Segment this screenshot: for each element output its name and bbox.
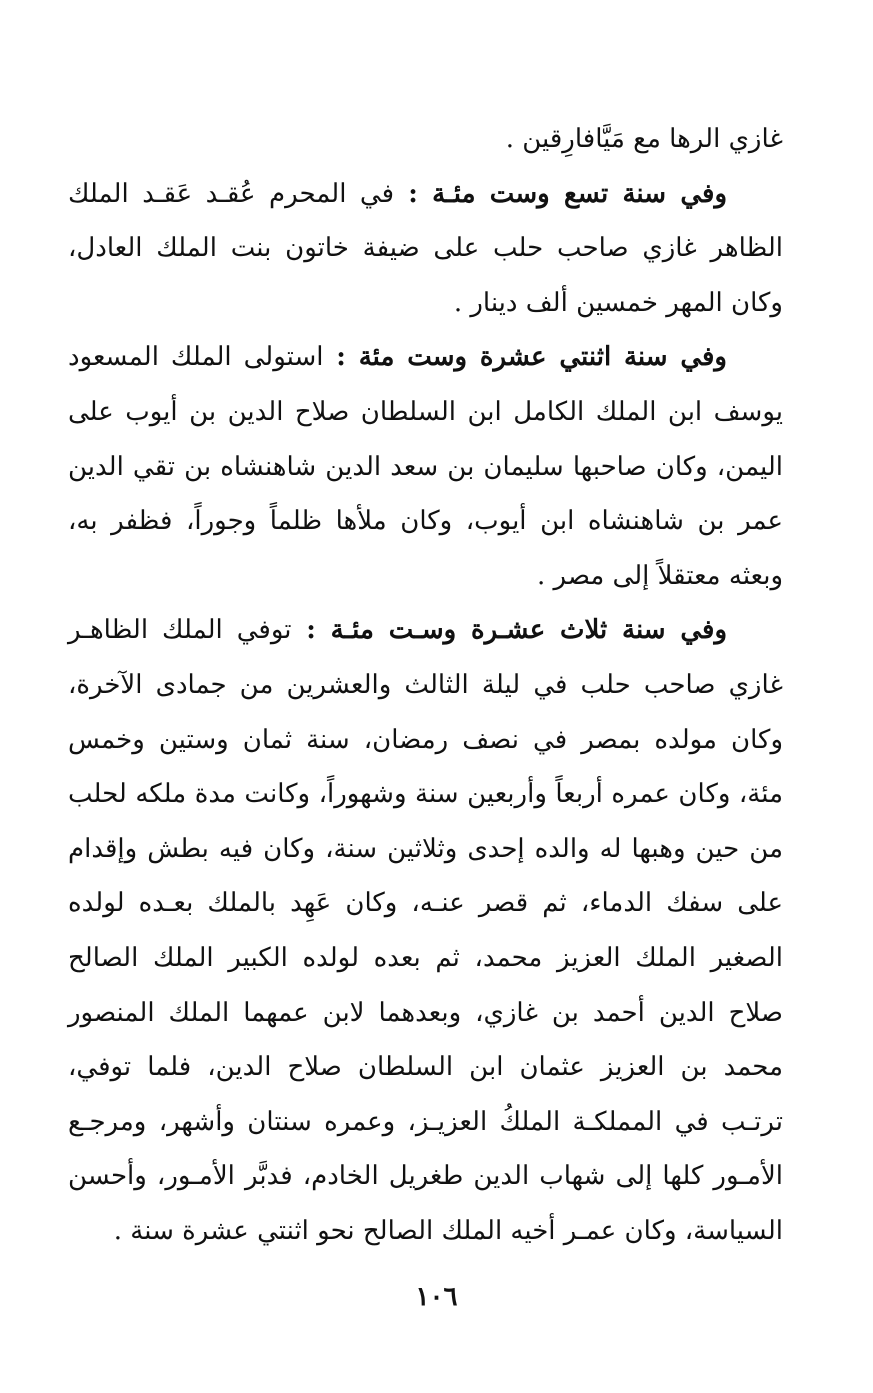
paragraph-year-612-text: استولى الملك المسعود يوسف ابن الملك الكامل ابن السلطان صلاح الدين بن أيوب على اليمن، وكان صاحبها سليمان بن سعد الدين شاهنشاه بن تقي الدين عمر بن شاهنشاه ابن أيوب، وكان ملأها ظلماً وجوراً، فظفر به، وبعثه معتقلاً إلى مصر . (68, 342, 783, 591)
paragraph-year-613 (68, 603, 783, 1258)
paragraph-year-613-text: توفي الملك الظاهـر غازي صاحب حلب في ليلة الثالث والعشرين من جمادى الآخرة، وكان مولده بمصر في نصف رمضان، سنة ثمان وستين وخمس مئة، وكان عمره أربعاً وأربعين سنة وشهوراً، وكانت مدة ملكه لحلب من حين وهبها له والده إحدى وثلاثين سنة، وكان فيه بطش وإقدام على سفك الدماء، ثم قصر عنـه، وكان عَهِد بالملك بعـده لولده الصغير الملك العزيز محمد، ثم بعده لولده الكبير الملك الصالح صلاح الدين أحمد بن غازي، وبعدهما لابن عمهما الملك المنصور محمد بن العزيز عثمان ابن السلطان صلاح الدين، فلما توفي، ترتـب في المملكـة الملكُ العزيـز، وعمره سنتان وأشهر، ومرجـع الأمـور كلها إلى شهاب الدين طغريل الخادم، فدبَّر الأمـور، وأحسن السياسة، وكان عمـر أخيه الملك الصالح نحو اثنتي عشرة سنة . (68, 615, 783, 1246)
paragraph-year-613-lead: وفي سنة ثلاث عشـرة وسـت مئـة : (291, 615, 728, 646)
paragraph-year-609 (68, 167, 783, 331)
page-number: ١٠٦ (415, 1282, 458, 1312)
paragraph-year-612-lead: وفي سنة اثنتي عشرة وست مئة : (323, 342, 727, 373)
paragraph-year-612 (68, 330, 783, 603)
page-body (68, 112, 783, 1258)
paragraph-year-609-text: في المحرم عُقـد عَقـد الملك الظاهر غازي صاحب حلب على ضيفة خاتون بنت الملك العادل، وكان المهر خمسين ألف دينار . (68, 178, 783, 318)
paragraph-1 (68, 112, 783, 167)
paragraph-year-609-lead: وفي سنة تسع وست مئـة : (394, 178, 727, 209)
paragraph-1-text: غازي الرها مع مَيَّافارِقين . (505, 124, 783, 154)
